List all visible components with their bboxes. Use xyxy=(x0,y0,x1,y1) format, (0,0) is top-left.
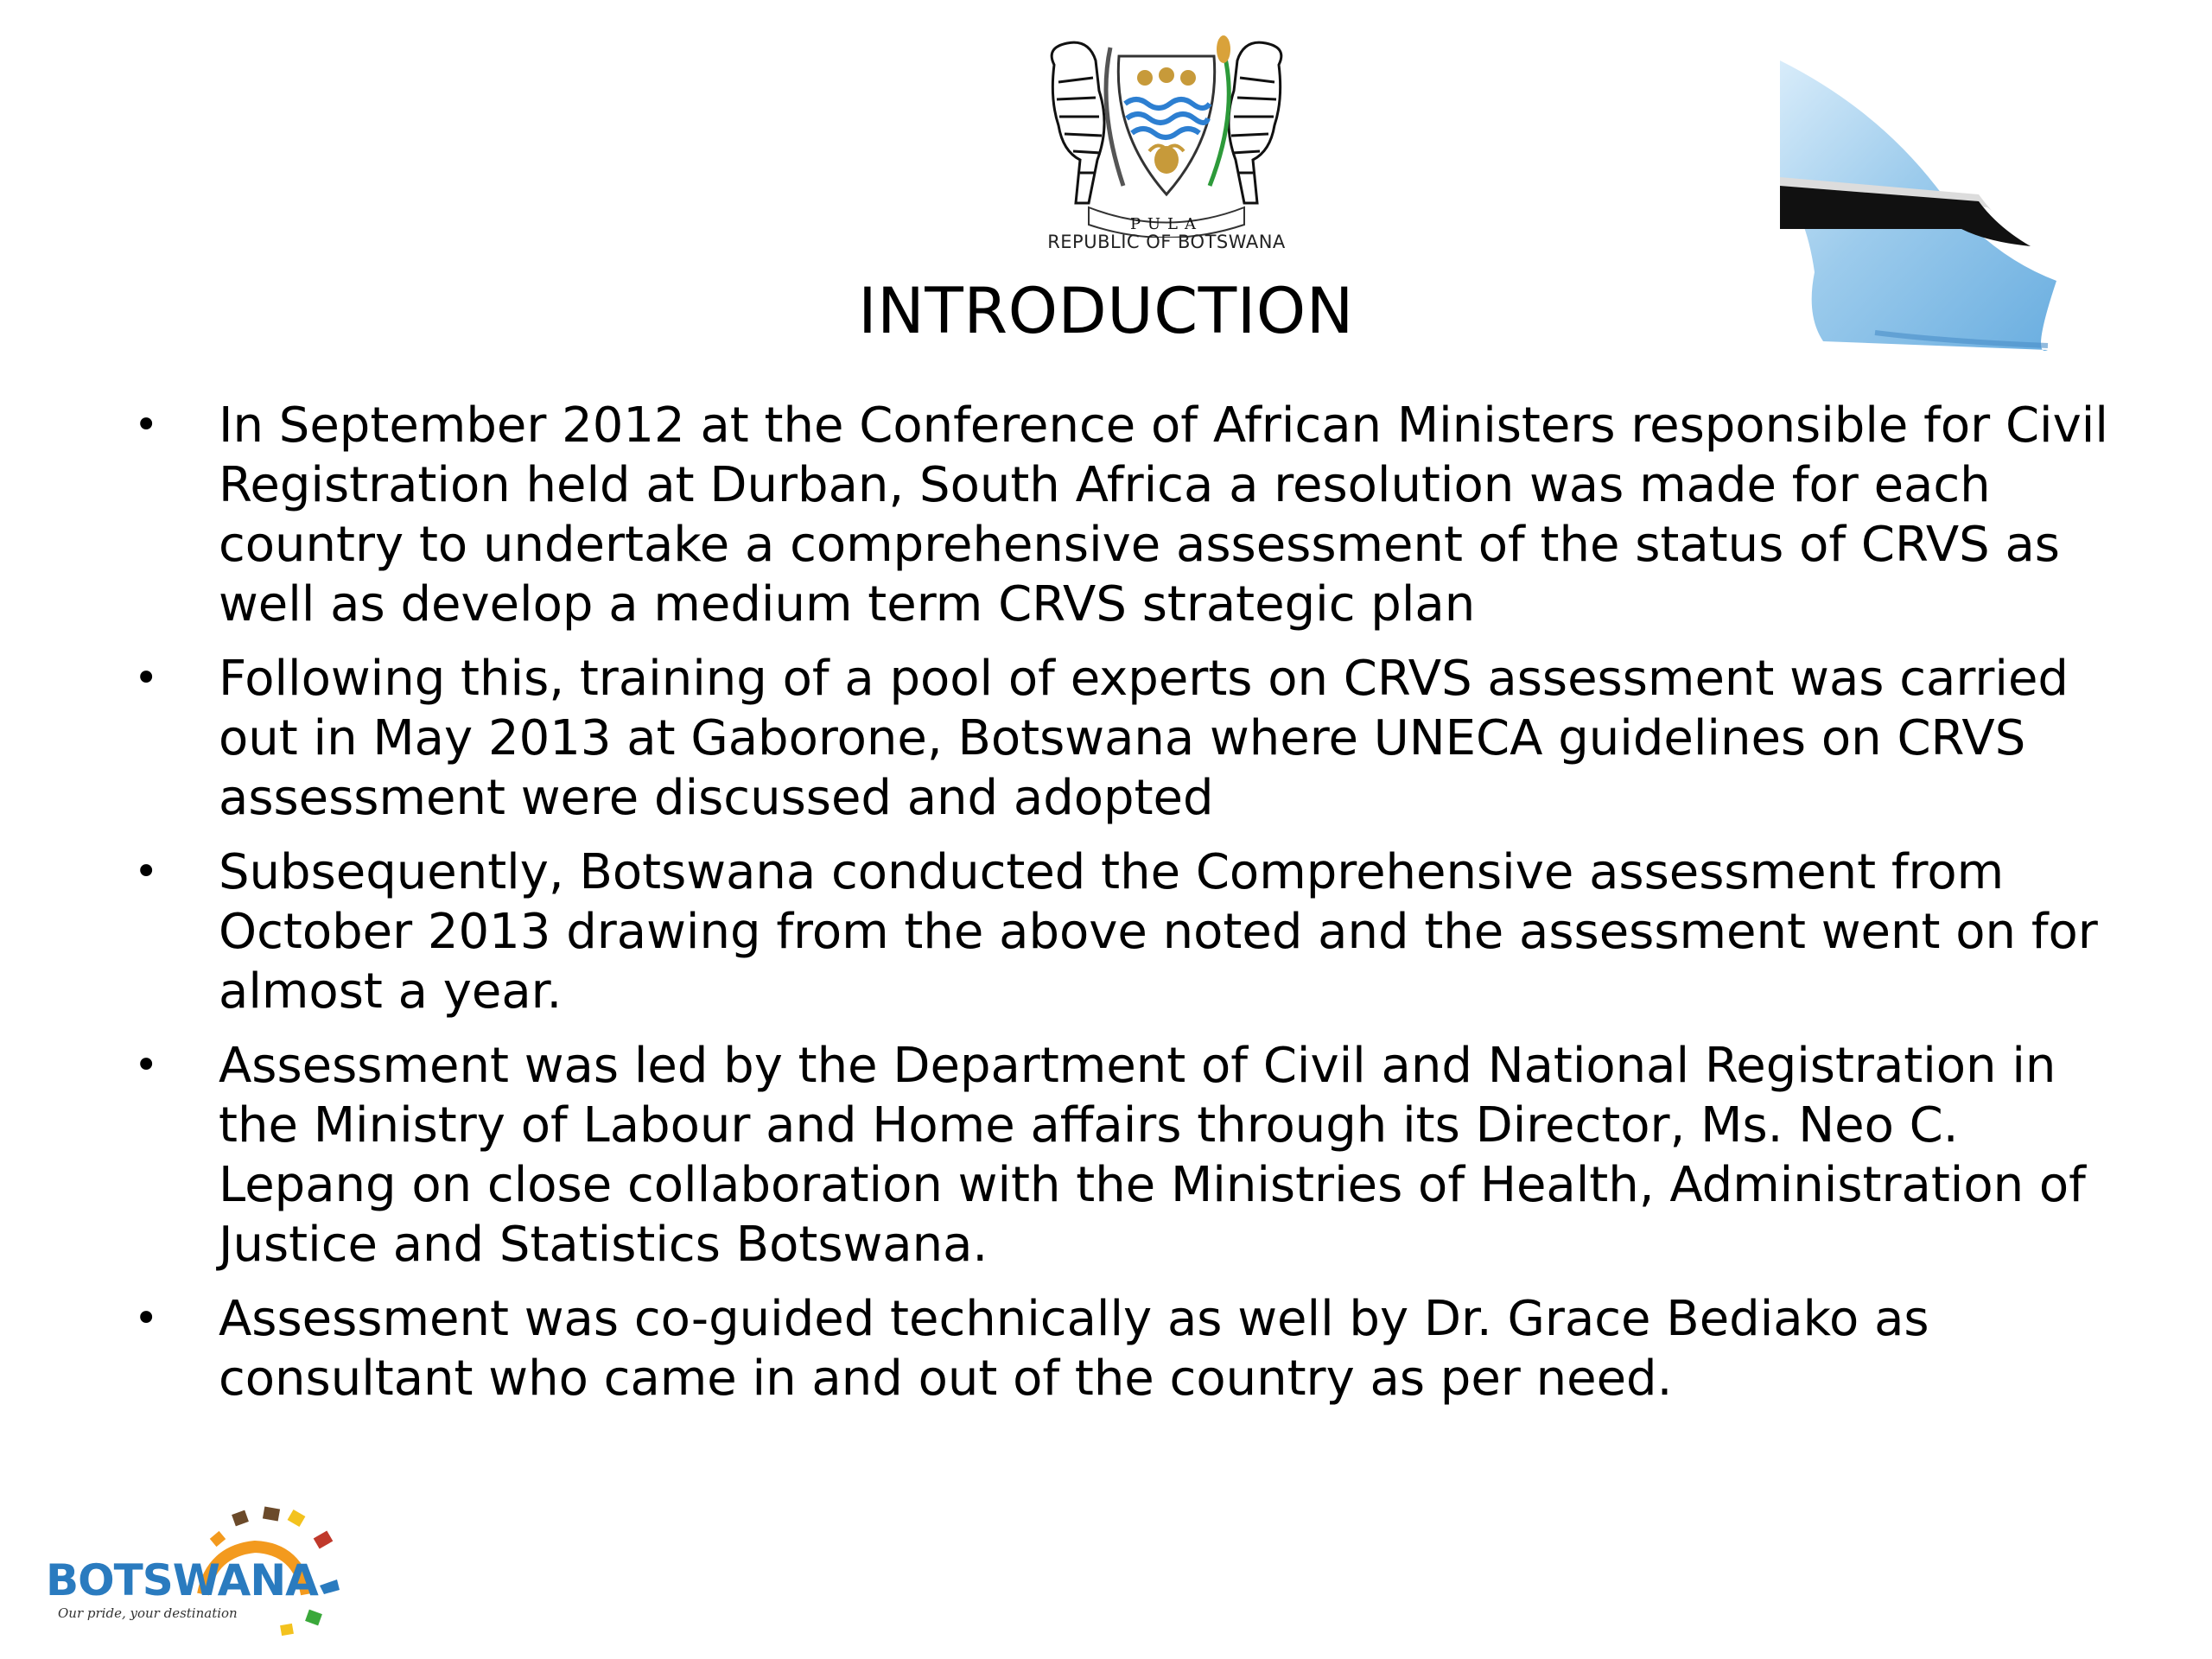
bullet-text: Following this, training of a pool of experts on CRVS assessment was carried out in May 2013 at Gaborone, Botswana where UNECA guidelines on CRVS assessment were discussed and adopted xyxy=(219,651,2069,826)
list-item xyxy=(125,649,2113,828)
page-title: INTRODUCTION xyxy=(858,275,1354,348)
bullet-text: Assessment was led by the Department of Civil and National Registration in the Ministry of Labour and Home affairs through its Director, Ms. Neo C. Lepang on close collaboration with the Ministries of Health, Administration of Justice and Statistics Botswana. xyxy=(219,1038,2086,1273)
bullet-icon: • xyxy=(134,848,159,896)
list-item xyxy=(125,1036,2113,1274)
list-item xyxy=(125,1289,2113,1408)
svg-text:PULA: PULA xyxy=(1130,215,1203,233)
bullet-text: Assessment was co-guided technically as well by Dr. Grace Bediako as consultant who came in and out of the country as per need. xyxy=(219,1291,1929,1407)
coat-of-arms-icon xyxy=(1028,30,1305,264)
bullet-icon: • xyxy=(134,1294,159,1343)
bullet-icon: • xyxy=(134,1041,159,1090)
logo-tagline: Our pride, your destination xyxy=(58,1605,238,1621)
bullet-text: Subsequently, Botswana conducted the Comprehensive assessment from October 2013 drawing from the above noted and the assessment went on for almost a year. xyxy=(219,844,2098,1020)
botswana-tourism-logo-icon xyxy=(39,1503,333,1633)
bullet-icon: • xyxy=(134,654,159,702)
bullet-text: In September 2012 at the Conference of African Ministers responsible for Civil Registration held at Durban, South Africa a resolution was made for each country to undertake a comprehensive assessment of the status of CRVS as well as develop a medium term CRVS strategic plan xyxy=(219,397,2108,632)
bullet-list xyxy=(125,396,2113,1423)
logo-wordmark: BOTSWANA xyxy=(46,1555,318,1605)
emblem-caption: REPUBLIC OF BOTSWANA xyxy=(1047,232,1286,252)
list-item xyxy=(125,842,2113,1021)
bullet-icon: • xyxy=(134,401,159,449)
list-item xyxy=(125,396,2113,634)
